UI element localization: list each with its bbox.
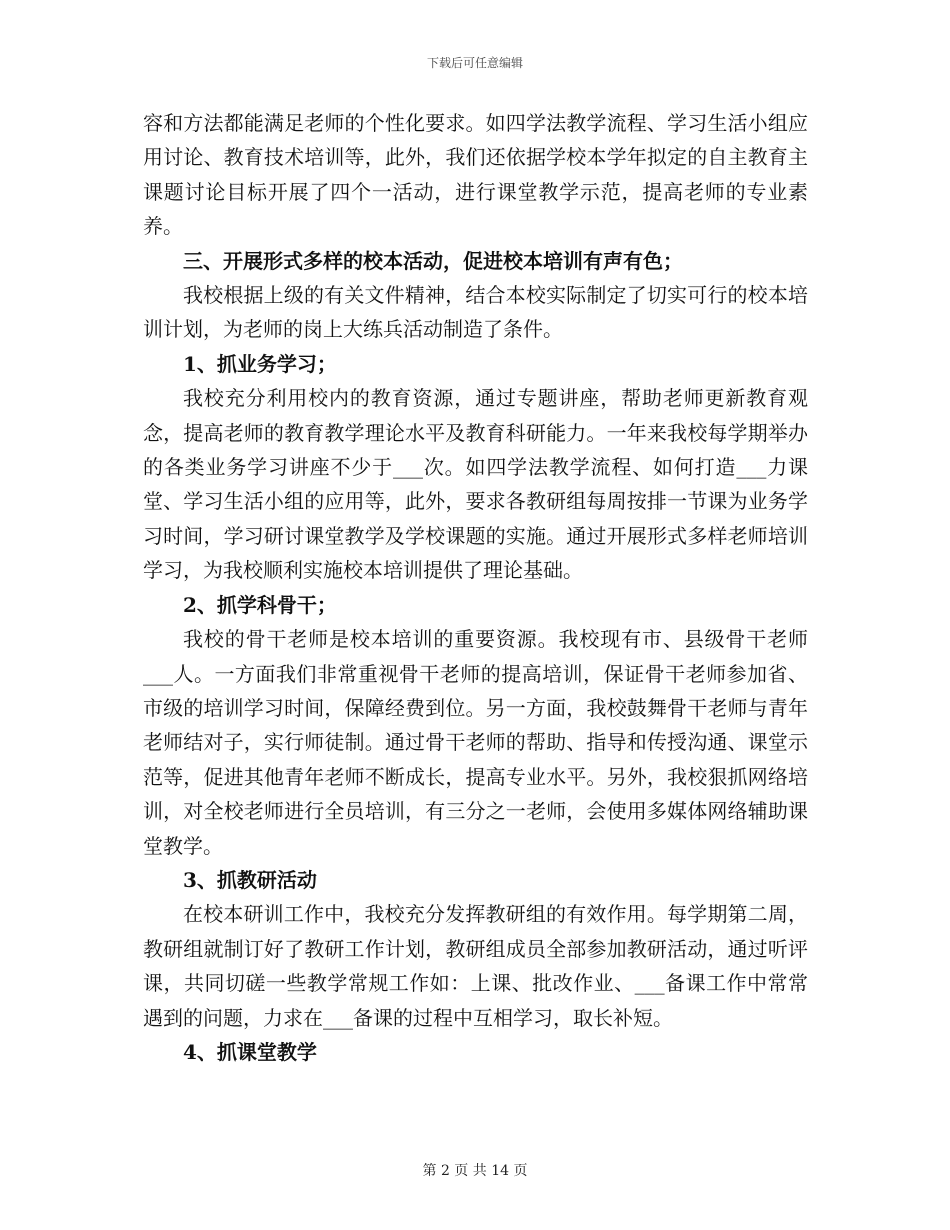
subheading-2: 2、抓学科骨干；: [183, 592, 337, 617]
paragraph-continued: 容和方法都能满足老师的个性化要求。如四学法教学流程、学习生活小组应用讨论、教育技术培训等，此外，我们还依据学校本学年拟定的自主教育主课题讨论目标开展了四个一活动，进行课堂教学示范，提高老师的专业素养。: [143, 111, 808, 239]
subheading-1: 1、抓业务学习；: [183, 351, 337, 376]
paragraph: 我校充分利用校内的教育资源，通过专题讲座，帮助老师更新教育观念，提高老师的教育教学理论水平及教育科研能力。一年来我校每学期举办的各类业务学习讲座不少于___次。如四学法教学流程、如何打造___力课堂、学习生活小组的应用等，此外，要求各教研组每周按排一节课为业务学习时间，学习研讨课堂教学及学校课题的实施。通过开展形式多样老师培训学习，为我校顺利实施校本培训提供了理论基础。: [143, 386, 808, 583]
page-footer: 第 2 页 共 14 页: [422, 1163, 528, 1179]
subheading-3: 3、抓教研活动: [183, 867, 317, 892]
subheading-4: 4、抓课堂教学: [183, 1039, 317, 1064]
section-heading-3: 三、开展形式多样的校本活动，促进校本培训有声有色；: [183, 248, 683, 273]
paragraph: 我校的骨干老师是校本培训的重要资源。我校现有市、县级骨干老师___人。一方面我们非常重视骨干老师的提高培训，保证骨干老师参加省、市级的培训学习时间，保障经费到位。另一方面，我校鼓舞骨干老师与青年老师结对子，实行师徒制。通过骨干老师的帮助、指导和传授沟通、课堂示范等，促进其他青年老师不断成长，提高专业水平。另外，我校狠抓网络培训，对全校老师进行全员培训，有三分之一老师，会使用多媒体网络辅助课堂教学。: [143, 627, 808, 858]
paragraph: 我校根据上级的有关文件精神，结合本校实际制定了切实可行的校本培训计划，为老师的岗上大练兵活动制造了条件。: [143, 283, 808, 342]
paragraph: 在校本研训工作中，我校充分发挥教研组的有效作用。每学期第二周，教研组就制订好了教研工作计划，教研组成员全部参加教研活动，通过听评课，共同切磋一些教学常规工作如：上课、批改作业、___备课工作中常常遇到的问题，力求在___备课的过程中互相学习，取长补短。: [143, 902, 808, 1030]
page-header: 下载后可任意编辑: [426, 56, 523, 70]
document-body: [143, 106, 808, 1069]
